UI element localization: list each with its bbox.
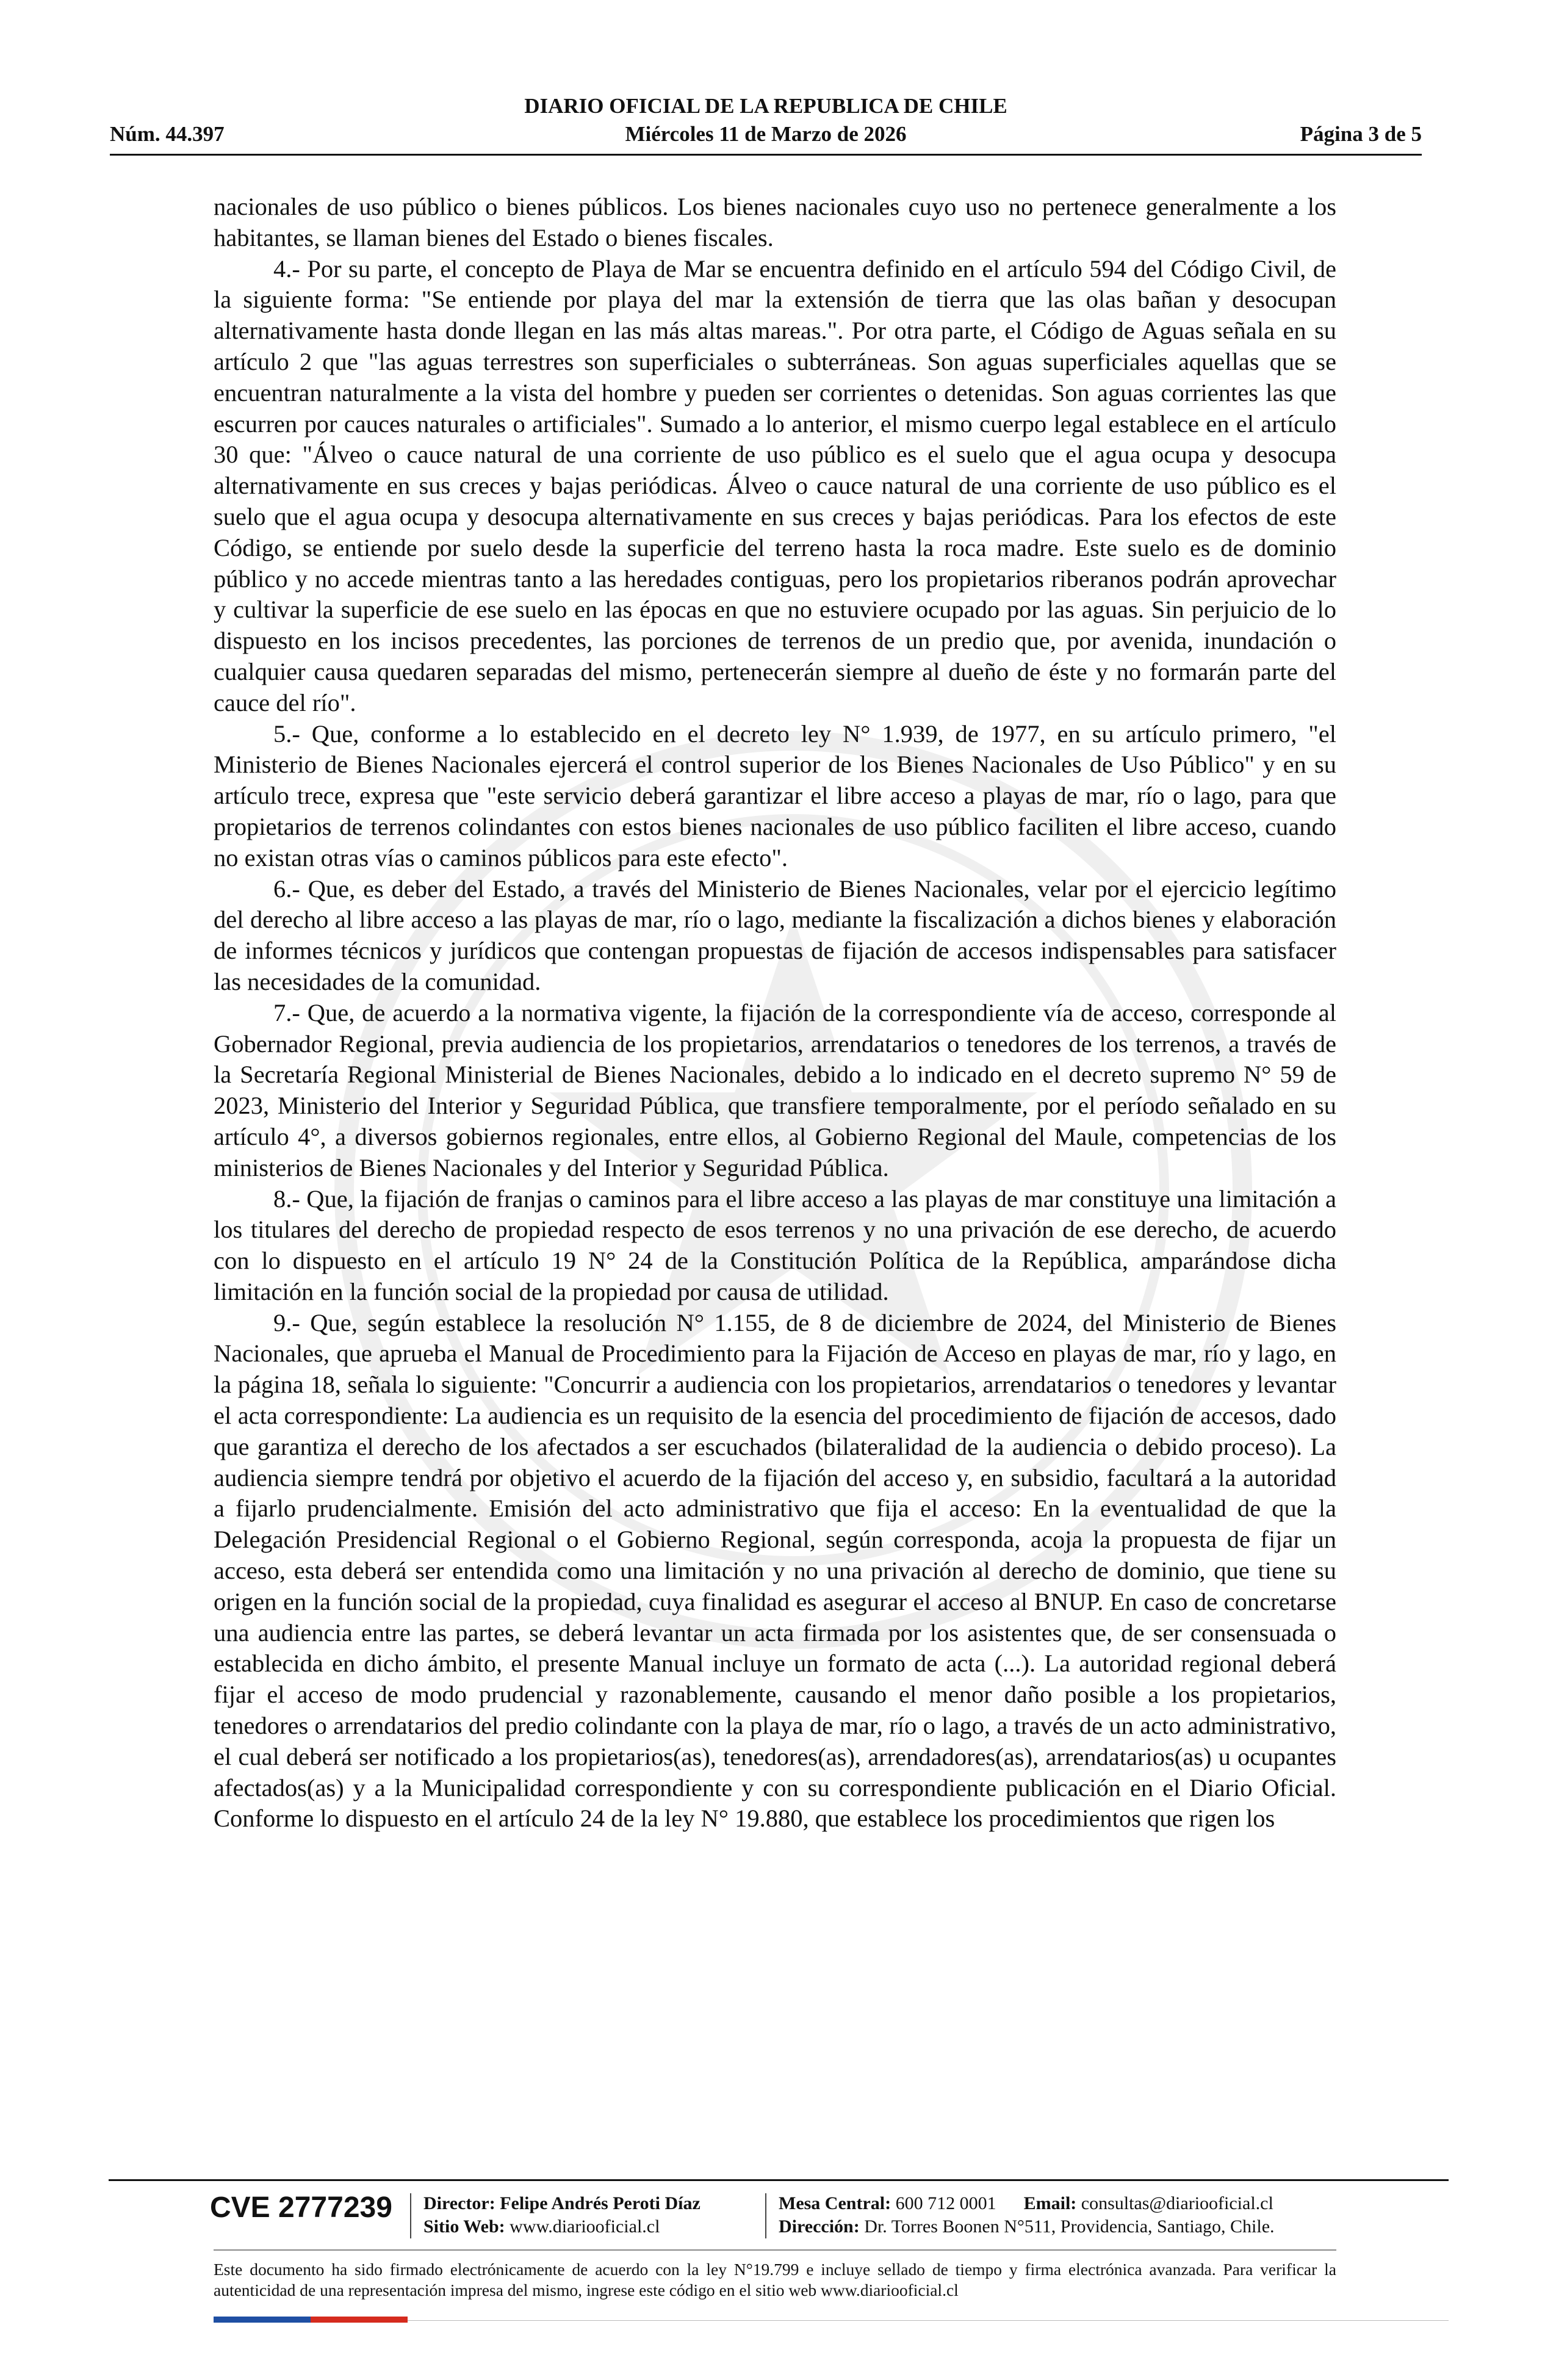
phone-number: 600 712 0001: [895, 2193, 996, 2213]
director-label: Director:: [423, 2193, 495, 2213]
chile-flag-bar: [214, 2317, 408, 2323]
director-name: Felipe Andrés Peroti Díaz: [500, 2193, 701, 2213]
header-divider: [110, 154, 1422, 156]
flag-red-segment: [311, 2317, 408, 2323]
email-label: Email:: [1023, 2193, 1077, 2213]
website-label: Sitio Web:: [423, 2216, 505, 2237]
paragraph-8: 8.- Que, la fijación de franjas o caminos para el libre acceso a las playas de mar constituye una limitación a los titulares del derecho de propiedad respecto de esos terrenos y no una privación de ese derecho, de acuerdo con lo dispuesto en el artículo 19 N° 24 de la Constitución Política de la República, amparándose dicha limitación en la función social de la propiedad por causa de utilidad.: [214, 1185, 1336, 1305]
paragraph-7: 7.- Que, de acuerdo a la normativa vigente, la fijación de la correspondiente vía de acceso, corresponde al Gobernador Regional, previa audiencia de los propietarios, arrendatarios o tenedores de los terrenos, a través de la Secretaría Regional Ministerial de Bienes Nacionales, debido a lo indicado en el decreto supremo N° 59 de 2023, Ministerio del Interior y Seguridad Pública, que transfiere temporalmente, por el período señalado en su artículo 4°, a diversos gobiernos regionales, entre ellos, al Gobierno Regional del Maule, competencias de los ministerios de Bienes Nacionales y del Interior y Seguridad Pública.: [214, 998, 1336, 1181]
website-link[interactable]: www.diariooficial.cl: [510, 2216, 660, 2237]
paragraph-continuation: nacionales de uso público o bienes públicos. Los bienes nacionales cuyo uso no pertenece generalmente a los habitantes, se llaman bienes del Estado o bienes fiscales.: [214, 193, 1336, 251]
issue-date: Miércoles 11 de Marzo de 2026: [625, 122, 907, 146]
footer-divider-top: [109, 2179, 1449, 2181]
footer-contact-block: [779, 2192, 1275, 2238]
legal-notice: [214, 2259, 1336, 2301]
paragraph-9: 9.- Que, según establece la resolución N° 1.155, de 8 de diciembre de 2024, del Ministerio de Bienes Nacionales, que aprueba el Manual de Procedimiento para la Fijación de Acceso en playas de mar, río y lago, en la página 18, señala lo siguiente: "Concurrir a audiencia con los propietarios, arrendatarios o tenedores y levantar el acta correspondiente: La audiencia es un requisito de la esencia del procedimiento de fijación de accesos, dado que garantiza el derecho de los afectados a ser escuchados (bilateralidad de la audiencia o debido proceso). La audiencia siempre tendrá por objetivo el acuerdo de la fijación del acceso y, en subsidio, facultará a la autoridad a fijarlo prudencialmente. Emisión del acto administrativo que fija el acceso: En la eventualidad de que la Delegación Presidencial Regional o el Gobierno Regional, según corresponda, acoja la propuesta de fijar un acceso, esta deberá ser entendida como una limitación y no una privación al derecho de dominio, que tiene su origen en la función social de la propiedad, cuya finalidad es asegurar el acceso al BNUP. En caso de concretarse una audiencia entre las partes, se deberá levantar un acta firmada por los asistentes que, de ser consensuada o establecida en dicho ámbito, el presente Manual incluye un formato de acta (...). La autoridad regional deberá fijar el acceso de modo prudencial y razonablemente, causando el menor daño posible a los propietarios, tenedores o arrendatarios del predio colindante con la playa de mar, río o lago, a través de un acto administrativo, el cual deberá ser notificado a los propietarios(as), tenedores(as), arrendadores(as), arrendatarios(as) u ocupantes afectados(as) y a la Municipalidad correspondiente y con su correspondiente publicación en el Diario Oficial. Conforme lo dispuesto en el artículo 24 de la ley N° 19.880, que establece los procedimientos que rigen los: [214, 1308, 1336, 1833]
address-label: Dirección:: [779, 2216, 860, 2237]
paragraph-6: 6.- Que, es deber del Estado, a través del Ministerio de Bienes Nacionales, velar por el ejercicio legítimo del derecho al libre acceso a las playas de mar, río o lago, mediante la fiscalización a dichos bienes y elaboración de informes técnicos y jurídicos que contengan propuestas de fijación de accesos indispensables para satisfacer las necesidades de la comunidad.: [214, 874, 1336, 995]
footer-director-block: [423, 2192, 701, 2238]
footer-divider-bottom: [408, 2320, 1449, 2321]
email-link[interactable]: consultas@diariooficial.cl: [1081, 2193, 1273, 2213]
footer-divider-mid: [214, 2249, 1336, 2251]
cve-code: CVE 2777239: [210, 2191, 392, 2224]
paragraph-4: 4.- Por su parte, el concepto de Playa de Mar se encuentra definido en el artículo 594 del Código Civil, de la siguiente forma: "Se entiende por playa del mar la extensión de tierra que las olas bañan y desocupan alternativamente hasta donde llegan en las más altas mareas.". Por otra parte, el Código de Aguas señala en su artículo 2 que "las aguas terrestres son superficiales o subterráneas. Son aguas superficiales aquellas que se encuentran naturalmente a la vista del hombre y pueden ser corrientes o detenidas. Son aguas corrientes las que escurren por cauces naturales o artificiales". Sumado a lo anterior, el mismo cuerpo legal establece en el artículo 30 que: "Álveo o cauce natural de una corriente de uso público es el suelo que el agua ocupa y desocupa alternativamente en sus creces y bajas periódicas. Álveo o cauce natural de una corriente de uso público es el suelo que el agua ocupa y desocupa alternativamente en sus creces y bajas periódicas. Para los efectos de este Código, se entiende por suelo desde la superficie del terreno hasta la roca madre. Este suelo es de dominio público y no accede mientras tanto a las heredades contiguas, pero los propietarios riberanos podrán aprovechar y cultivar la superficie de ese suelo en las épocas en que no estuviere ocupado por las aguas. Sin perjuicio de lo dispuesto en los incisos precedentes, las porciones de terrenos de un predio que, por avenida, inundación o cualquier causa quedaren separadas del mismo, pertenecerán siempre al dueño de éste y no formarán parte del cauce del río".: [214, 254, 1336, 716]
address-value: Dr. Torres Boonen N°511, Providencia, Santiago, Chile.: [864, 2216, 1275, 2237]
publication-title: DIARIO OFICIAL DE LA REPUBLICA DE CHILE: [524, 94, 1007, 118]
issue-number: Núm. 44.397: [110, 122, 225, 146]
footer-separator: [410, 2193, 411, 2238]
phone-label: Mesa Central:: [779, 2193, 891, 2213]
paragraph-5: 5.- Que, conforme a lo establecido en el decreto ley N° 1.939, de 1977, en su artículo primero, "el Ministerio de Bienes Nacionales ejercerá el control superior de los Bienes Nacionales de Uso Público" y en su artículo trece, expresa que "este servicio deberá garantizar el libre acceso a playas de mar, río o lago, para que propietarios de terrenos colindantes con estos bienes nacionales de uso público faciliten el libre acceso, cuando no existan otras vías o caminos públicos para este efecto".: [214, 719, 1336, 871]
flag-blue-segment: [214, 2317, 311, 2323]
document-body: [214, 192, 1336, 1834]
footer-separator: [765, 2193, 766, 2238]
legal-notice-text: Este documento ha sido firmado electrónicamente de acuerdo con la ley N°19.799 e incluye sellado de tiempo y firma electrónica avanzada. Para verificar la autenticidad de una representación impresa del mismo, ingrese este código en el sitio web www.diariooficial.cl: [214, 2260, 1336, 2299]
page-header: [110, 93, 1422, 149]
page-number: Página 3 de 5: [1300, 122, 1422, 146]
